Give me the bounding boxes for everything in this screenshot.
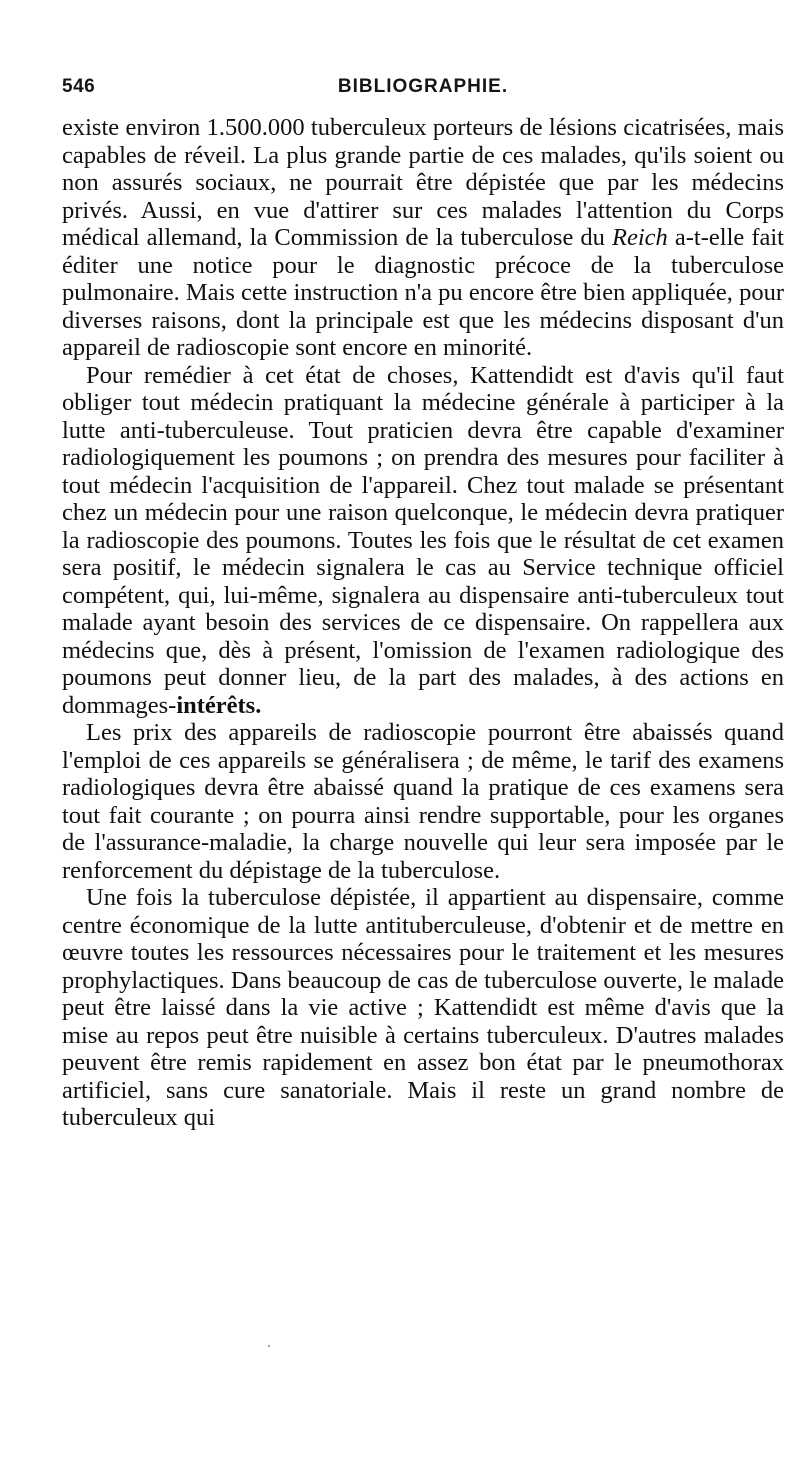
paragraph-3 [62, 719, 784, 884]
paragraph-2-text: Pour remédier à cet état de choses, Kattendidt est d'avis qu'il faut obliger tout médecin pratiquant la médecine générale à participer à la lutte anti-tuberculeuse. Tout praticien devra être capable d'examiner radiologiquement les poumons ; on prendra des mesures pour faciliter à tout médecin l'acquisition de l'appareil. Chez tout malade se présentant chez un médecin pour une raison quelconque, le médecin devra pratiquer la radioscopie des poumons. Toutes les fois que le résultat de cet examen sera positif, le médecin signalera le cas au Service technique officiel compétent, qui, lui-même, signalera au dispensaire anti-tuberculeux tout malade ayant besoin des services de ce dispensaire. On rappellera aux médecins que, dès à présent, l'omission de l'examen radiologique des poumons peut donner lieu, de la part des malades, à des actions en dommages- [62, 361, 784, 719]
paragraph-4 [62, 884, 784, 1132]
paragraph-1-text-end: a-t-elle fait éditer une notice pour le diagnostic précoce de la tuberculose pulmonaire. Mais cette instruction n'a pu encore être bien appliquée, pour diverses raisons, dont la principale est que les médecins disposant d'un appareil de radioscopie sont encore en minorité. [62, 224, 784, 361]
paragraph-2-tail: intérêts. [176, 691, 262, 719]
paragraph-2 [62, 362, 784, 720]
running-title: BIBLIOGRAPHIE. [337, 76, 509, 97]
page-header [62, 70, 784, 114]
paragraph-1-text-start: existe environ 1.500.000 tuberculeux porteurs de lésions cicatrisées, mais capables de réveil. La plus grande partie de ces malades, qu'ils soient ou non assurés sociaux, ne pourrait être dépistée que par les médecins privés. Aussi, en vue d'attirer sur ces malades l'attention du Corps médical allemand, la Commission de la tuberculose du [62, 114, 784, 251]
page-number: 546 [62, 76, 96, 97]
paper-speck [268, 1345, 270, 1347]
paragraph-3-text: Les prix des appareils de radioscopie pourront être abaissés quand l'emploi de ces appareils se généralisera ; de même, le tarif des examens radiologiques devra être abaissé quand la pratique de ces examens sera tout fait courante ; on pourra ainsi rendre supportable, pour les organes de l'assurance-maladie, la charge nouvelle qui leur sera imposée par le renforcement du dépistage de la tuberculose. [62, 719, 784, 884]
reich-emphasis: Reich [612, 224, 668, 251]
document-page [62, 70, 784, 1132]
paragraph-1 [62, 114, 784, 362]
paragraph-4-text: Une fois la tuberculose dépistée, il appartient au dispensaire, comme centre économique de la lutte antituberculeuse, d'obtenir et de mettre en œuvre toutes les ressources nécessaires pour le traitement et les mesures prophylactiques. Dans beaucoup de cas de tuberculose ouverte, le malade peut être laissé dans la vie active ; Kattendidt est même d'avis que la mise au repos peut être nuisible à certains tuberculeux. D'autres malades peuvent être remis rapidement en assez bon état par le pneumothorax artificiel, sans cure sanatoriale. Mais il reste un grand nombre de tuberculeux qui [62, 884, 784, 1131]
